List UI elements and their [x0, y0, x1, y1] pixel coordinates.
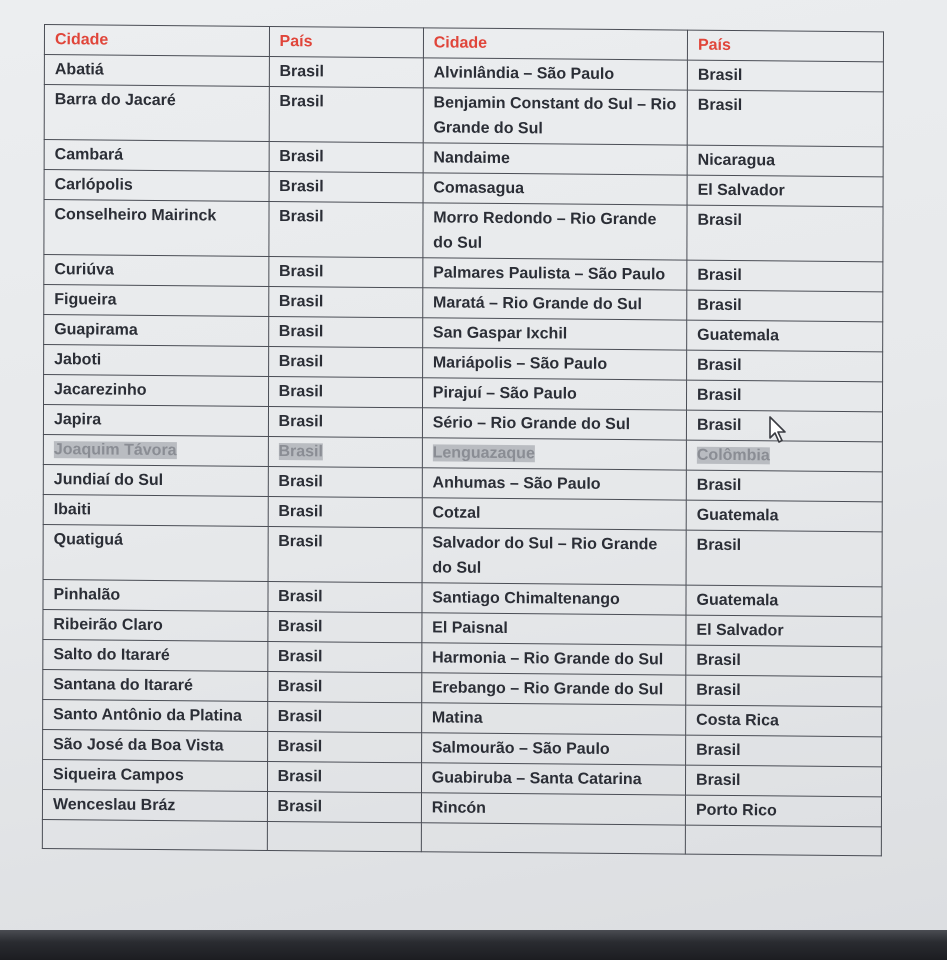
city-col2-cell[interactable]: [422, 528, 686, 585]
city-col2-cell[interactable]: [423, 258, 687, 290]
cell-text: Mariápolis – São Paulo: [432, 354, 608, 373]
city-col1-cell[interactable]: [43, 494, 268, 526]
city-col2-cell[interactable]: [422, 643, 686, 675]
cell-text: Brasil: [279, 208, 324, 226]
city-col2-cell[interactable]: [422, 438, 686, 470]
cell-text: Brasil: [278, 588, 323, 606]
cell-text: Brasil: [697, 211, 742, 230]
cell-text: Brasil: [696, 771, 741, 790]
cell-text: Matina: [431, 709, 483, 727]
city-col2-cell[interactable]: [421, 733, 685, 765]
city-col1-cell[interactable]: [43, 524, 268, 581]
cell-text: Morro Redondo – Rio Grande do Sul: [433, 209, 657, 252]
city-col2-cell[interactable]: [423, 143, 687, 175]
city-col2-cell[interactable]: [423, 58, 687, 90]
cell-text: Brasil: [696, 681, 741, 700]
header-cidade-1: Cidade: [44, 25, 269, 57]
city-col1-cell[interactable]: [42, 789, 267, 821]
cell-text: Brasil: [279, 178, 324, 196]
country-col2-cell[interactable]: [687, 380, 883, 412]
cell-text: San Gaspar Ixchil: [432, 324, 568, 343]
cell-text: Barra do Jacaré: [54, 91, 176, 110]
cell-text: Anhumas – São Paulo: [432, 474, 601, 493]
city-col1-cell[interactable]: [43, 464, 268, 496]
city-col1-cell[interactable]: [43, 404, 268, 436]
empty-cell[interactable]: [42, 819, 267, 850]
cell-text: Lenguazaque: [432, 444, 535, 463]
cell-text: São José da Boa Vista: [53, 736, 224, 755]
cell-text: Brasil: [279, 148, 324, 166]
cell-text: Brasil: [278, 473, 323, 491]
country-col2-cell[interactable]: [685, 765, 881, 797]
cell-text: Brasil: [277, 798, 323, 816]
cell-text: Brasil: [279, 63, 324, 81]
country-col1-cell[interactable]: [268, 346, 422, 377]
cell-text: El Paisnal: [432, 619, 508, 638]
city-col2-cell[interactable]: [423, 203, 687, 260]
cell-text: Guapirama: [54, 321, 138, 339]
cell-text: Japira: [53, 411, 102, 429]
cell-text: Brasil: [278, 533, 323, 551]
country-col1-cell[interactable]: [267, 701, 421, 732]
cell-text: Quatiguá: [53, 531, 124, 549]
cell-text: Harmonia – Rio Grande do Sul: [432, 649, 664, 669]
header-cidade-2: Cidade: [423, 28, 687, 60]
cell-text: Brasil: [697, 356, 742, 375]
city-col1-cell[interactable]: [43, 579, 268, 611]
cell-text: Palmares Paulista – São Paulo: [433, 264, 666, 284]
country-col1-cell[interactable]: [267, 761, 421, 792]
city-col1-cell[interactable]: [44, 254, 269, 286]
cell-text: Joaquim Távora: [53, 441, 177, 460]
country-col2-cell[interactable]: [686, 585, 882, 617]
empty-cell[interactable]: [267, 821, 421, 851]
cell-text: Sério – Rio Grande do Sul: [432, 414, 631, 434]
cell-text: Salto do Itararé: [53, 646, 170, 665]
city-col1-cell[interactable]: [44, 55, 269, 87]
country-col1-cell[interactable]: [269, 201, 423, 257]
city-col2-cell[interactable]: [421, 673, 685, 705]
cell-text: El Salvador: [696, 621, 784, 640]
country-col1-cell[interactable]: [267, 731, 421, 762]
cell-text: Brasil: [278, 413, 324, 431]
cell-text: Porto Rico: [695, 801, 777, 820]
cell-text: Figueira: [54, 291, 117, 309]
city-col2-cell[interactable]: [421, 793, 685, 825]
country-col1-cell[interactable]: [267, 611, 421, 642]
cell-text: Siqueira Campos: [53, 766, 184, 785]
city-col2-cell[interactable]: [422, 408, 686, 440]
cell-text: Conselheiro Mairinck: [54, 206, 217, 225]
cell-text: Jaboti: [54, 351, 102, 369]
cell-text: Ribeirão Claro: [53, 616, 163, 635]
country-col1-cell[interactable]: [268, 436, 422, 467]
country-col2-cell[interactable]: [687, 145, 883, 177]
country-col2-cell[interactable]: [686, 645, 882, 677]
cell-text: Santo Antônio da Platina: [53, 706, 242, 725]
cell-text: Pirajuí – São Paulo: [432, 384, 577, 403]
cell-text: Brasil: [697, 386, 742, 405]
city-col1-cell[interactable]: [44, 170, 269, 202]
table-row: [44, 85, 883, 147]
cell-text: Wenceslau Bráz: [52, 796, 176, 815]
cell-text: Brasil: [697, 66, 743, 85]
cell-text: Brasil: [697, 96, 743, 115]
header-pais-1: País: [269, 26, 423, 57]
cell-text: Salvador do Sul – Rio Grande do Sul: [432, 534, 658, 577]
city-col2-cell[interactable]: [422, 613, 686, 645]
country-col2-cell[interactable]: [687, 175, 883, 207]
country-col2-cell[interactable]: [686, 675, 882, 707]
city-col2-cell[interactable]: [422, 583, 686, 615]
city-col2-cell[interactable]: [422, 378, 686, 410]
cell-text: Cotzal: [432, 504, 481, 522]
city-col2-cell[interactable]: [422, 348, 686, 380]
cell-text: Brasil: [696, 476, 742, 495]
city-col2-cell[interactable]: [423, 173, 687, 205]
country-col2-cell[interactable]: [685, 795, 881, 827]
country-col2-cell[interactable]: [686, 705, 882, 737]
cell-text: Brasil: [696, 651, 741, 670]
cell-text: Brasil: [697, 296, 742, 315]
empty-cell[interactable]: [421, 823, 685, 854]
country-col1-cell[interactable]: [268, 376, 422, 407]
country-col2-cell[interactable]: [686, 735, 882, 767]
cell-text: Alvinlândia – São Paulo: [433, 64, 615, 83]
city-col1-cell[interactable]: [43, 639, 268, 671]
cell-text: Salmourão – São Paulo: [431, 739, 610, 758]
cell-text: Carlópolis: [54, 176, 133, 194]
cell-text: Guatemala: [696, 591, 779, 610]
mouse-pointer-icon: [768, 416, 790, 444]
country-col2-cell[interactable]: [686, 530, 882, 587]
country-col1-cell[interactable]: [269, 141, 423, 172]
city-col2-cell[interactable]: [421, 763, 685, 795]
cell-text: Costa Rica: [696, 711, 779, 730]
cell-text: Jundiaí do Sul: [53, 471, 164, 490]
country-col2-cell[interactable]: [687, 205, 883, 262]
table-body: [42, 55, 883, 856]
country-col1-cell[interactable]: [268, 406, 422, 437]
cell-text: Brasil: [279, 93, 324, 111]
cities-table: [42, 24, 884, 856]
city-col1-cell[interactable]: [43, 609, 268, 641]
country-col2-cell[interactable]: [687, 90, 883, 147]
city-col1-cell[interactable]: [43, 699, 268, 731]
country-col1-cell[interactable]: [268, 526, 422, 582]
country-col1-cell[interactable]: [268, 256, 422, 287]
cell-text: Rincón: [431, 799, 486, 817]
cell-text: Colômbia: [696, 446, 770, 465]
header-pais-2: País: [687, 30, 883, 62]
country-col1-cell[interactable]: [268, 316, 422, 347]
cell-text: Cambará: [54, 146, 124, 164]
country-col1-cell[interactable]: [268, 581, 422, 612]
cell-text: Pinhalão: [53, 586, 121, 604]
cell-text: Nandaime: [433, 149, 510, 168]
cell-text: El Salvador: [697, 181, 785, 200]
country-col1-cell[interactable]: [269, 86, 423, 142]
country-col2-cell[interactable]: [687, 320, 883, 352]
city-col2-cell[interactable]: [422, 318, 686, 350]
country-col2-cell[interactable]: [687, 290, 883, 322]
city-col1-cell[interactable]: [44, 344, 269, 376]
country-col2-cell[interactable]: [687, 350, 883, 382]
cell-text: Curiúva: [54, 261, 114, 279]
cell-text: Brasil: [697, 266, 742, 285]
table-row: [43, 524, 882, 586]
city-col1-cell[interactable]: [44, 374, 269, 406]
city-col1-cell[interactable]: [42, 759, 267, 791]
cell-text: Brasil: [278, 353, 324, 371]
cell-text: Brasil: [278, 263, 324, 281]
cell-text: Guatemala: [697, 326, 780, 345]
cell-text: Brasil: [278, 323, 324, 341]
cell-text: Erebango – Rio Grande do Sul: [431, 679, 664, 699]
cell-text: Brasil: [277, 768, 323, 786]
cell-text: Guatemala: [696, 506, 779, 525]
city-col1-cell[interactable]: [44, 200, 269, 257]
country-col1-cell[interactable]: [267, 671, 421, 702]
empty-table-row: [42, 819, 881, 855]
country-col1-cell[interactable]: [268, 286, 422, 317]
country-col2-cell[interactable]: [686, 470, 882, 502]
table-row: [44, 200, 883, 262]
country-col1-cell[interactable]: [268, 496, 422, 527]
country-col2-cell[interactable]: [687, 60, 883, 92]
cell-text: Ibaiti: [53, 501, 92, 519]
cell-text: Brasil: [696, 536, 742, 555]
city-col2-cell[interactable]: [422, 498, 686, 530]
cell-text: Comasagua: [433, 179, 525, 198]
cell-text: Brasil: [278, 383, 324, 401]
country-col1-cell[interactable]: [269, 171, 423, 202]
city-col1-cell[interactable]: [44, 284, 269, 316]
cell-text: Jacarezinho: [54, 381, 147, 399]
cell-text: Brasil: [277, 648, 323, 666]
city-col2-cell[interactable]: [422, 288, 686, 320]
cell-text: Guabiruba – Santa Catarina: [431, 769, 642, 789]
city-col1-cell[interactable]: [43, 729, 268, 761]
city-col1-cell[interactable]: [44, 140, 269, 172]
monitor-bezel: [0, 930, 947, 960]
country-col2-cell[interactable]: [686, 500, 882, 532]
cell-text: Abatiá: [54, 61, 104, 79]
cell-text: Brasil: [696, 741, 741, 760]
city-col1-cell[interactable]: [44, 314, 269, 346]
city-col1-cell[interactable]: [44, 85, 269, 142]
country-col1-cell[interactable]: [269, 56, 423, 87]
cell-text: Brasil: [278, 503, 323, 521]
city-col2-cell[interactable]: [423, 88, 687, 145]
cell-text: Brasil: [278, 618, 323, 636]
cell-text: Brasil: [277, 678, 323, 696]
country-col2-cell[interactable]: [686, 440, 882, 472]
cell-text: Brasil: [277, 738, 323, 756]
city-col1-cell[interactable]: [43, 434, 268, 466]
cell-text: Santiago Chimaltenango: [432, 589, 620, 609]
city-col1-cell[interactable]: [43, 669, 268, 701]
country-col2-cell[interactable]: [686, 615, 882, 647]
country-col1-cell[interactable]: [267, 791, 421, 822]
country-col1-cell[interactable]: [267, 641, 421, 672]
cell-text: Maratá – Rio Grande do Sul: [433, 294, 642, 314]
city-col2-cell[interactable]: [421, 703, 685, 735]
city-col2-cell[interactable]: [422, 468, 686, 500]
cell-text: Brasil: [277, 708, 323, 726]
country-col1-cell[interactable]: [268, 466, 422, 497]
cell-text: Benjamin Constant do Sul – Rio Grande do Sul: [433, 94, 677, 138]
cell-text: Brasil: [278, 293, 324, 311]
cell-text: Brasil: [278, 443, 323, 461]
empty-cell[interactable]: [685, 825, 881, 856]
country-col2-cell[interactable]: [687, 260, 883, 292]
cell-text: Brasil: [696, 416, 742, 435]
cell-text: Nicaragua: [697, 151, 776, 170]
cell-text: Santana do Itararé: [53, 676, 193, 695]
